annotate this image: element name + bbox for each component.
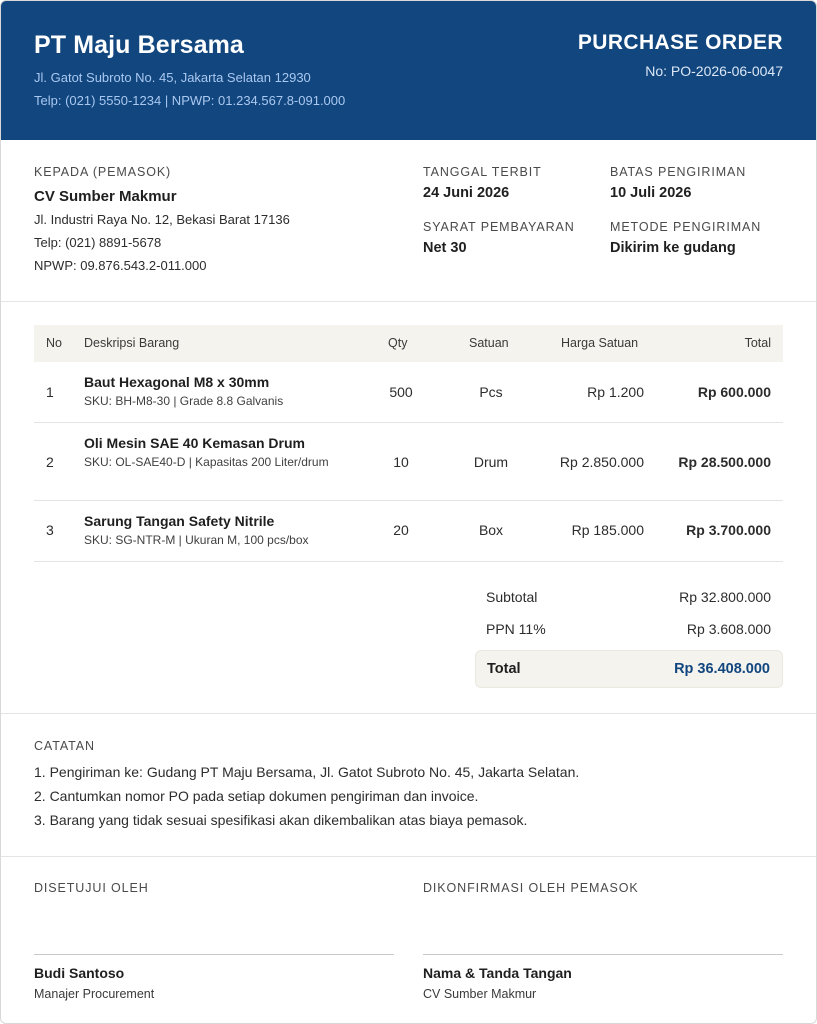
- shipping-method-value: Dikirim ke gudang: [610, 240, 736, 256]
- item-sku: SKU: OL-SAE40-D | Kapasitas 200 Liter/drum: [84, 455, 329, 469]
- delivery-deadline-value: 10 Juli 2026: [610, 185, 692, 201]
- row-total: Rp 3.700.000: [686, 522, 771, 538]
- issue-date-value: 24 Juni 2026: [423, 185, 510, 201]
- row-unit: Pcs: [479, 384, 503, 400]
- approved-by-role: Manajer Procurement: [34, 987, 155, 1001]
- row-no: 1: [46, 384, 54, 400]
- issue-date-label: TANGGAL TERBIT: [423, 165, 542, 179]
- subtotal-value: Rp 32.800.000: [679, 589, 771, 605]
- row-unit: Box: [478, 522, 504, 538]
- payment-terms-label: SYARAT PEMBAYARAN: [423, 220, 575, 234]
- payment-terms-value: Net 30: [423, 240, 467, 256]
- subtotal-row: [475, 586, 783, 618]
- row-total: Rp 600.000: [697, 384, 771, 400]
- header-unit: Satuan: [469, 336, 509, 350]
- items-table: [34, 325, 783, 562]
- header-unit-price: Harga Satuan: [561, 336, 639, 350]
- section-divider: [1, 713, 817, 714]
- row-description: [84, 435, 334, 470]
- shipping-method-label: METODE PENGIRIMAN: [610, 220, 762, 234]
- item-name: Baut Hexagonal M8 x 30mm: [84, 374, 270, 390]
- supplier-phone: Telp: (021) 8891-5678: [34, 235, 162, 250]
- document-header: [1, 1, 817, 140]
- header-description: Deskripsi Barang: [84, 336, 180, 350]
- company-address: Jl. Gatot Subroto No. 45, Jakarta Selatan 12930: [34, 70, 311, 85]
- row-total: Rp 28.500.000: [678, 454, 771, 470]
- header-qty: Qty: [388, 336, 408, 350]
- note-line: 3. Barang yang tidak sesuai spesifikasi akan dikembalikan atas biaya pemasok.: [34, 812, 528, 828]
- supplier-address: Jl. Industri Raya No. 12, Bekasi Barat 17136: [34, 212, 290, 227]
- confirmed-by-role: CV Sumber Makmur: [423, 987, 537, 1001]
- payment-terms-block: [423, 220, 575, 256]
- company-contact: Telp: (021) 5550-1234 | NPWP: 01.234.567.8-091.000: [34, 93, 346, 108]
- section-divider: [1, 856, 817, 857]
- row-unit: Drum: [473, 454, 509, 470]
- confirmed-by-name: Nama & Tanda Tangan: [423, 965, 572, 981]
- row-description: [84, 513, 364, 548]
- header-total: Total: [744, 336, 771, 350]
- row-no: 2: [46, 454, 54, 470]
- row-unit-price: Rp 1.200: [587, 384, 644, 400]
- notes-label: CATATAN: [34, 739, 95, 753]
- table-row: [34, 423, 783, 501]
- order-info-section: [1, 140, 817, 302]
- supplier-npwp: NPWP: 09.876.543.2-011.000: [34, 258, 207, 273]
- row-unit-price: Rp 2.850.000: [559, 454, 644, 470]
- items-table-header: [34, 325, 783, 362]
- approved-by-label: DISETUJUI OLEH: [34, 881, 149, 895]
- document-number: No: PO-2026-06-0047: [645, 63, 783, 79]
- row-qty: 20: [393, 522, 409, 538]
- confirmed-by-label: DIKONFIRMASI OLEH PEMASOK: [423, 881, 639, 895]
- tax-label: PPN 11%: [486, 621, 546, 637]
- row-description: [84, 374, 344, 409]
- grand-total-row: [475, 650, 783, 688]
- approved-signature-line: [34, 954, 394, 955]
- supplier-name: CV Sumber Makmur: [34, 188, 177, 205]
- delivery-deadline-label: BATAS PENGIRIMAN: [610, 165, 747, 179]
- tax-row: [475, 618, 783, 650]
- supplier-label: KEPADA (PEMASOK): [34, 165, 172, 179]
- row-no: 3: [46, 522, 54, 538]
- item-sku: SKU: SG-NTR-M | Ukuran M, 100 pcs/box: [84, 533, 309, 547]
- row-unit-price: Rp 185.000: [571, 522, 644, 538]
- shipping-method-block: [610, 220, 761, 256]
- table-row: [34, 501, 783, 562]
- item-sku: SKU: BH-M8-30 | Grade 8.8 Galvanis: [84, 394, 284, 408]
- table-row: [34, 362, 783, 423]
- document-title: PURCHASE ORDER: [577, 31, 783, 54]
- header-no: No: [46, 336, 62, 350]
- issue-date-block: [423, 165, 542, 201]
- confirmed-signature-line: [423, 954, 783, 955]
- tax-value: Rp 3.608.000: [686, 621, 771, 637]
- item-name: Sarung Tangan Safety Nitrile: [84, 513, 275, 529]
- grand-total-label: Total: [487, 661, 521, 677]
- approved-by-name: Budi Santoso: [34, 965, 125, 981]
- row-qty: 10: [393, 454, 409, 470]
- note-line: 2. Cantumkan nomor PO pada setiap dokumen pengiriman dan invoice.: [34, 788, 479, 804]
- row-qty: 500: [389, 384, 413, 400]
- grand-total-value: Rp 36.408.000: [674, 661, 770, 677]
- note-line: 1. Pengiriman ke: Gudang PT Maju Bersama, Jl. Gatot Subroto No. 45, Jakarta Selatan.: [34, 764, 580, 780]
- delivery-deadline-block: [610, 165, 746, 201]
- company-name: PT Maju Bersama: [34, 31, 244, 59]
- item-name: Oli Mesin SAE 40 Kemasan Drum: [84, 435, 305, 451]
- totals-summary: [475, 586, 783, 650]
- subtotal-label: Subtotal: [486, 589, 538, 605]
